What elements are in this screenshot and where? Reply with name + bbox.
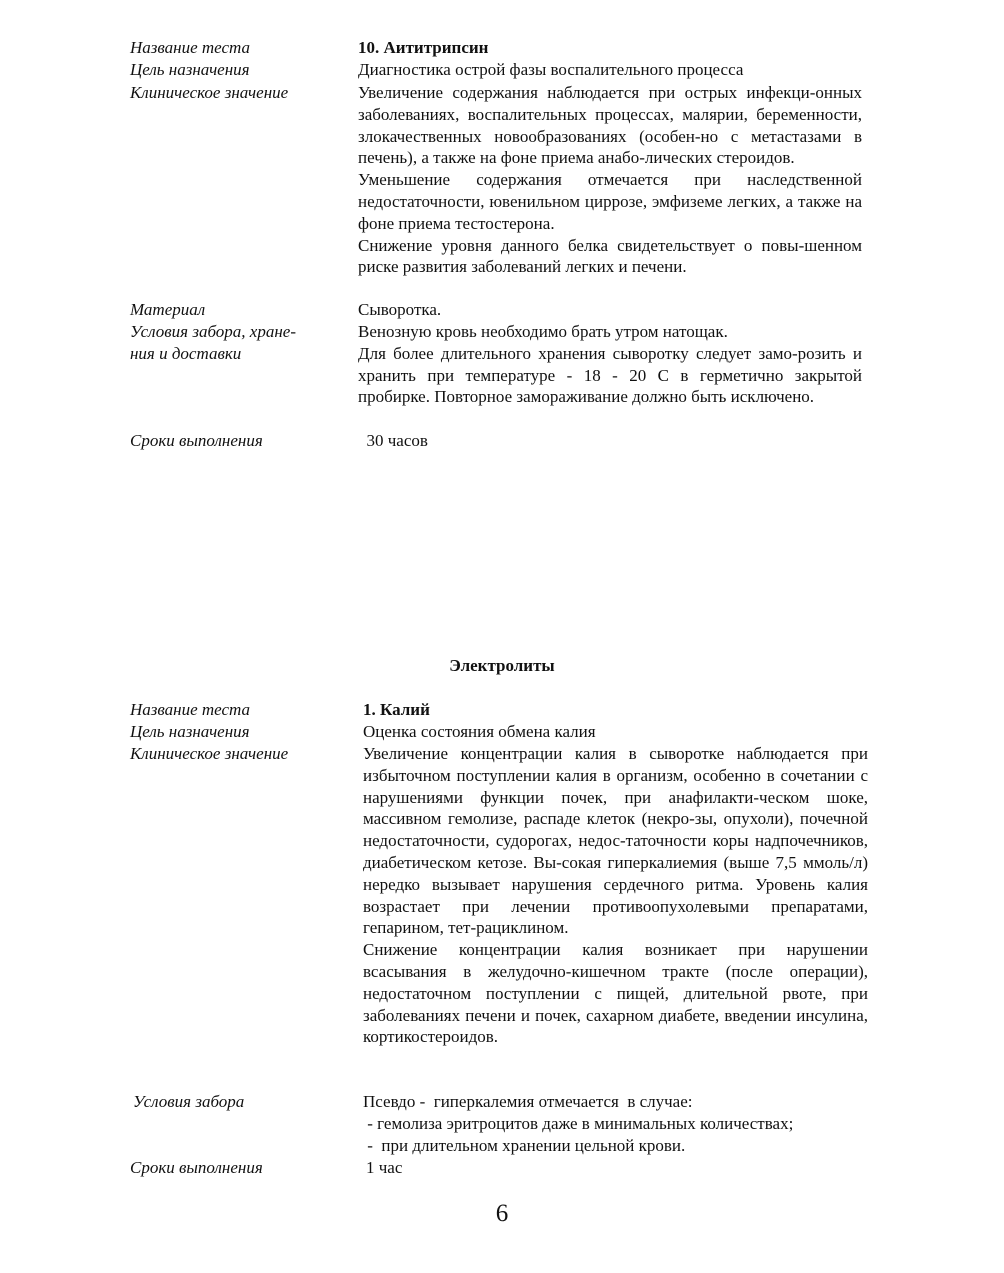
clinical-paragraph-decrease-2: Снижение концентрации калия возникает при нарушении всасывания в желудочно-кишечном тракте (после операции), недостаточном поступлении с пищей, длительной рвоте, при заболеваниях печени и почек, сахарном диабете, введении инсулина, кортикостероидов. [363, 940, 868, 1047]
conditions-paragraph-draw: Венозную кровь необходимо брать утром натощак. [358, 322, 728, 341]
collection-value [363, 1091, 868, 1156]
clinical-paragraph-increase-2: Увеличение концентрации калия в сыворотке наблюдается при избыточном поступлении калия в организм, особенно в сочетании с нарушениями функции почек, при анафилакти-ческом шоке, массивном гемолизе, распаде клеток (некро-зы, опухоли), почечной недостаточности, судорогах, недос-таточности коры надпочечников, диабетическом кетозе. Вы-сокая гиперкалиемия (выше 7,5 ммоль/л) нередко вызывает нарушения сердечного ритма. Уровень калия возрастает при лечении противоопухолевыми препаратами, гепарином, тет-рациклином. [363, 744, 868, 938]
label-terms-2: Сроки выполнения [130, 1158, 263, 1177]
label-clinical: Клиническое значение [130, 83, 289, 102]
material-value: Сыворотка. [358, 300, 442, 319]
label-purpose-2: Цель назначения [130, 722, 250, 741]
clinical-significance [358, 82, 862, 278]
label-test-name-2: Название теста [130, 700, 251, 719]
conditions-paragraph-storage: Для более длительного хранения сыворотку следует замо-розить и хранить при температуре - 18 - 20 С в герметично закрытой пробирке. Повторное замораживание должно быть исключено. [358, 343, 862, 407]
clinical-paragraph-decrease: Уменьшение содержания отмечается при наследственной недостаточности, ювенильном циррозе, эмфиземе легких, а также на фоне приема тестостерона. [358, 170, 862, 233]
collection-line-2: - гемолиза эритроцитов даже в минимальных количествах; [363, 1113, 794, 1133]
label-test-name: Название теста [130, 38, 251, 57]
label-conditions-line2: ния и доставки [130, 344, 242, 363]
label-material: Материал [130, 300, 206, 319]
clinical-significance-2 [363, 743, 868, 1048]
label-terms: Сроки выполнения [130, 431, 263, 450]
clinical-paragraph-increase: Увеличение содержания наблюдается при острых инфекци-онных заболеваниях, воспалительных процессах, малярии, беременности, злокачественных новообразованиях (особен-но с метастазами в печень), а также на фоне приема анабо-лических стероидов. [358, 83, 862, 168]
test-purpose-2: Оценка состояния обмена калия [363, 722, 596, 741]
test-name-2: 1. Калий [363, 700, 430, 719]
label-purpose: Цель назначения [130, 60, 250, 79]
collection-line-1: Псевдо - гиперкалемия отмечается в случае: [363, 1092, 693, 1111]
terms-value: 30 часов [358, 431, 428, 450]
section-title: Электролиты [449, 656, 555, 675]
test-purpose: Диагностика острой фазы воспалительного процесса [358, 60, 744, 79]
test-name: 10. Аититрипсин [358, 38, 489, 57]
conditions-value [358, 321, 862, 408]
label-clinical-2: Клиническое значение [130, 744, 289, 763]
label-conditions-line1: Условия забора, хране- [130, 322, 296, 341]
page-number: 6 [495, 1200, 509, 1227]
terms-value-2: 1 час [366, 1158, 403, 1177]
collection-line-3: - при длительном хранении цельной крови. [363, 1135, 686, 1155]
label-collection: Условия забора [133, 1092, 245, 1111]
clinical-paragraph-risk: Снижение уровня данного белка свидетельствует о повы-шенном риске развития заболеваний легких и печени. [358, 235, 862, 277]
